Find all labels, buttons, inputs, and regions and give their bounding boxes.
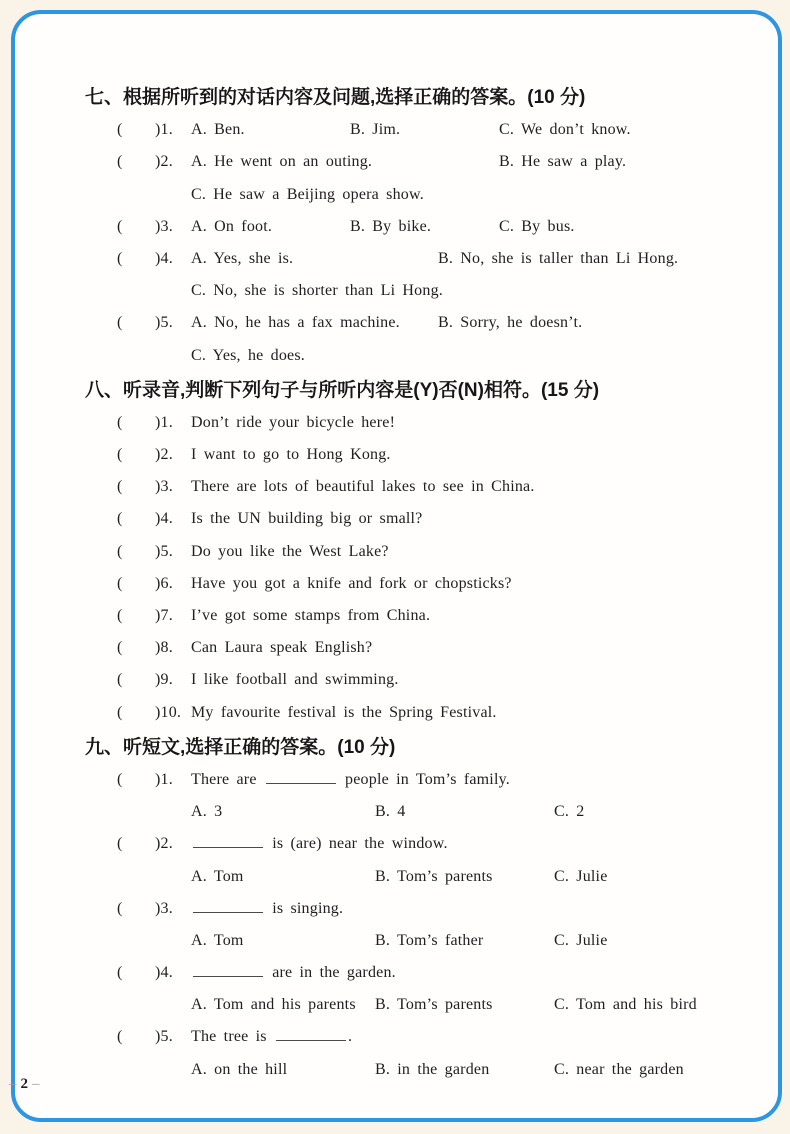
question-number: )3.: [155, 478, 173, 496]
answer-blank: [193, 835, 263, 848]
option-c: C. We don’t know.: [499, 121, 631, 139]
section-eight: [15, 375, 778, 729]
answer-paren: (: [117, 835, 123, 853]
question-text: is singing.: [191, 893, 343, 925]
question-number: )5.: [155, 1028, 173, 1046]
statement-text: I want to go to Hong Kong.: [191, 446, 391, 464]
question-text: The tree is .: [191, 1028, 353, 1046]
question-number: )2.: [155, 835, 173, 853]
continuation-row: [15, 179, 778, 211]
page-number-value: 2: [20, 1076, 28, 1092]
answer-paren: (: [117, 964, 123, 982]
continuation-row: [15, 796, 778, 828]
option-a: A. Tom: [191, 931, 244, 949]
question-number: )2.: [155, 153, 173, 171]
option-a: A. Yes, she is.: [191, 249, 294, 267]
answer-blank: [266, 771, 336, 784]
statement-text: Do you like the West Lake?: [191, 542, 389, 560]
section-nine: [15, 732, 778, 1086]
question-text: There are people in Tom’s family.: [191, 770, 510, 788]
test-paper-content: [15, 14, 778, 1086]
option-b: B. in the garden: [375, 1060, 490, 1078]
question-row: [15, 632, 778, 664]
question-number: )9.: [155, 671, 173, 689]
answer-paren: (: [117, 153, 123, 171]
question-row: [15, 211, 778, 243]
section-title: 九、听短文,选择正确的答案。(10 分): [85, 736, 396, 758]
option-b: B. By bike.: [350, 217, 432, 235]
question-row: [15, 957, 778, 989]
option-c: C. near the garden: [554, 1060, 684, 1078]
question-row: [15, 146, 778, 178]
page-number-dash: –: [9, 1076, 17, 1092]
question-row: [15, 536, 778, 568]
option-a: A. Tom and his parents: [191, 996, 356, 1014]
answer-paren: (: [117, 899, 123, 917]
question-number: )1.: [155, 413, 173, 431]
option-b: B. He saw a play.: [499, 153, 627, 171]
option-c: C. Julie: [554, 867, 608, 885]
answer-blank: [276, 1028, 346, 1041]
question-row: [15, 893, 778, 925]
continuation-row: [15, 340, 778, 372]
question-number: )3.: [155, 217, 173, 235]
continuation-row: [15, 861, 778, 893]
question-row: [15, 114, 778, 146]
continuation-row: [15, 989, 778, 1021]
statement-text: Don’t ride your bicycle here!: [191, 413, 396, 431]
answer-paren: (: [117, 671, 123, 689]
question-number: )5.: [155, 542, 173, 560]
answer-paren: (: [117, 478, 123, 496]
answer-paren: (: [117, 607, 123, 624]
question-number: )4.: [155, 964, 173, 982]
statement-text: There are lots of beautiful lakes to see in China.: [191, 478, 535, 496]
statement-text: Have you got a knife and fork or chopsticks?: [191, 574, 512, 592]
option-a: A. Tom: [191, 867, 244, 885]
answer-paren: (: [117, 249, 123, 267]
option-a: A. on the hill: [191, 1060, 288, 1078]
question-number: )8.: [155, 639, 173, 657]
option-a: A. 3: [191, 803, 223, 821]
answer-paren: (: [117, 639, 123, 657]
option-c: C. 2: [554, 803, 585, 821]
answer-blank: [193, 964, 263, 977]
question-row: [15, 828, 778, 860]
question-row: [15, 600, 778, 632]
option-b: B. Tom’s parents: [375, 996, 493, 1014]
section-seven: [15, 82, 778, 372]
question-number: )4.: [155, 510, 173, 528]
option-c: C. By bus.: [499, 217, 575, 235]
answer-paren: (: [117, 770, 123, 788]
question-row: [15, 664, 778, 696]
question-row: [15, 568, 778, 600]
question-row: [15, 471, 778, 503]
option-b: B. Jim.: [350, 121, 401, 139]
answer-paren: (: [117, 574, 123, 592]
option-b: B. No, she is taller than Li Hong.: [438, 249, 679, 267]
option-c: C. He saw a Beijing opera show.: [191, 185, 424, 203]
question-number: )4.: [155, 249, 173, 267]
answer-paren: (: [117, 446, 123, 464]
answer-paren: (: [117, 121, 123, 139]
question-row: [15, 697, 778, 729]
option-c: C. Yes, he does.: [191, 346, 305, 364]
answer-paren: (: [117, 217, 123, 235]
continuation-row: [15, 925, 778, 957]
answer-paren: (: [117, 542, 123, 560]
answer-paren: (: [117, 314, 123, 332]
option-a: A. Ben.: [191, 121, 245, 139]
page-number: [5, 1074, 44, 1094]
statement-text: I like football and swimming.: [191, 671, 399, 689]
question-number: )1.: [155, 121, 173, 139]
option-c: C. Tom and his bird: [554, 996, 697, 1014]
question-number: )7.: [155, 607, 173, 624]
answer-paren: (: [117, 703, 123, 721]
option-b: B. 4: [375, 803, 406, 821]
option-b: B. Tom’s father: [375, 931, 484, 949]
option-c: C. Julie: [554, 931, 608, 949]
option-a: A. No, he has a fax machine.: [191, 314, 400, 332]
answer-paren: (: [117, 1028, 123, 1046]
statement-text: Is the UN building big or small?: [191, 510, 423, 528]
question-number: )6.: [155, 574, 173, 592]
question-row: [15, 503, 778, 535]
question-number: )5.: [155, 314, 173, 332]
page-number-dash: –: [32, 1076, 40, 1092]
option-a: A. He went on an outing.: [191, 153, 373, 171]
question-text: is (are) near the window.: [191, 828, 448, 860]
option-b: B. Tom’s parents: [375, 867, 493, 885]
question-number: )10.: [155, 703, 182, 721]
option-a: A. On foot.: [191, 217, 273, 235]
section-title: 八、听录音,判断下列句子与所听内容是(Y)否(N)相符。(15 分): [85, 379, 600, 401]
question-number: )1.: [155, 770, 173, 788]
continuation-row: [15, 275, 778, 307]
question-row: [15, 307, 778, 339]
answer-paren: (: [117, 510, 123, 528]
option-b: B. Sorry, he doesn’t.: [438, 314, 583, 332]
continuation-row: [15, 1054, 778, 1086]
question-number: )3.: [155, 899, 173, 917]
question-number: )2.: [155, 446, 173, 464]
statement-text: I’ve got some stamps from China.: [191, 607, 431, 624]
question-row: [15, 439, 778, 471]
question-text: are in the garden.: [191, 957, 396, 989]
question-row: [15, 764, 778, 796]
statement-text: Can Laura speak English?: [191, 639, 373, 657]
question-row: [15, 243, 778, 275]
statement-text: My favourite festival is the Spring Festival.: [191, 703, 497, 721]
question-row: [15, 407, 778, 439]
question-row: [15, 1021, 778, 1053]
answer-paren: (: [117, 413, 123, 431]
section-title: 七、根据所听到的对话内容及问题,选择正确的答案。(10 分): [85, 87, 586, 108]
option-c: C. No, she is shorter than Li Hong.: [191, 282, 443, 300]
answer-blank: [193, 900, 263, 913]
